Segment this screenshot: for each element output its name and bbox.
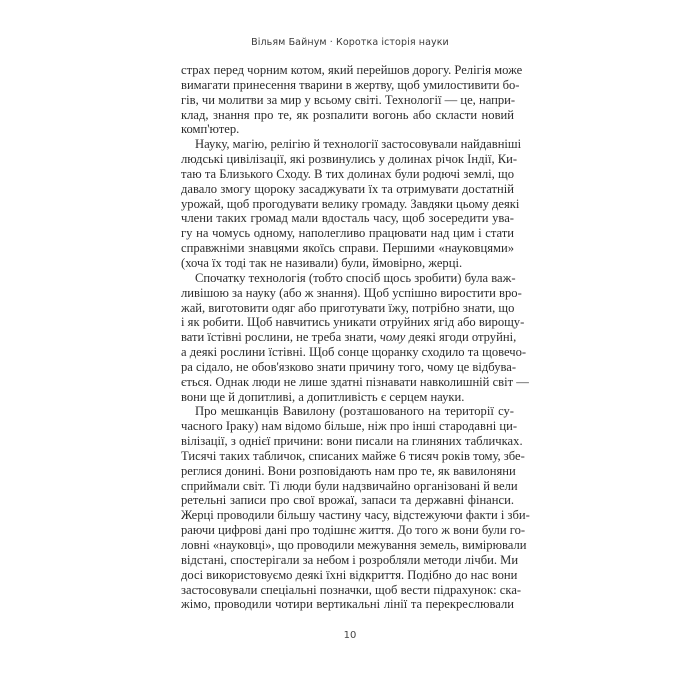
text-line: страх перед чорним котом, який перейшов дорогу. Релігія може xyxy=(181,63,523,77)
body-text xyxy=(181,63,530,612)
text-line: сприймали світ. Ті люди були надзвичайно організовані й вели xyxy=(181,478,518,493)
text-line: і як робити. Щоб навчитись уникати отруйних ягід або вирощу- xyxy=(181,315,525,330)
text-line: Тисячі таких табличок, списаних майже 6 тисяч років тому, збе- xyxy=(181,448,525,463)
text-line: Спочатку технологія (тобто спосіб щось зробити) була важ- xyxy=(195,270,516,285)
paragraph-3 xyxy=(181,270,529,405)
text-line: ретельні записи про свої врожаї, запаси та державні фінанси. xyxy=(181,493,514,508)
text-line: раючи цифрові дані про тодішнє життя. До того ж вони були го- xyxy=(181,523,526,538)
text-line: Науку, магію, релігію й технології застосовували найдавніші xyxy=(195,137,522,152)
text-line: вони ще й допитливі, а допитливість є серцем науки. xyxy=(181,389,465,404)
text-line: ловні «науковці», що проводили межування земель, вимірювали xyxy=(181,538,527,552)
text-line-with-italic: вати їстівні рослини, не треба знати, чому деякі ягоди отруйні, xyxy=(181,330,517,345)
text-line: ра сідало, не обов'язково знати причину того, чому це відбува- xyxy=(181,359,517,374)
text-line: комп'ютер. xyxy=(181,122,240,137)
text-line: ється. Однак люди не лише здатні пізнавати навколишній світ — xyxy=(181,374,529,389)
text-line: жімо, проводили чотири вертикальні лінії та перекреслювали xyxy=(181,597,514,612)
text-line: ливішою за науку (або ж знання). Щоб успішно виростити вро- xyxy=(181,285,522,300)
text-line: клад, знання про те, як розпалити вогонь або скласти новий xyxy=(181,107,514,122)
text-line: справжніми знавцями якоїсь справи. Першими «науковцями» xyxy=(181,241,514,256)
text-line: реглися донині. Вони розповідають нам про те, як вавилоняни xyxy=(181,463,516,478)
text-line: давало змогу щороку засаджувати їх та отримувати достатній xyxy=(181,181,514,196)
text-line: жай, виготовити одяг або приготувати їжу, потрібно знати, що xyxy=(181,300,515,315)
running-head: Вільям Байнум · Коротка історія науки xyxy=(251,37,449,48)
text-line: (хоча їх тоді так не називали) були, ймовірно, жерці. xyxy=(181,255,463,270)
text-line: вілізації, з однієї причини: вони писали на глиняних табличках. xyxy=(181,434,523,449)
text-line: а деякі рослини їстівні. Щоб сонце щоранку сходило та щовечо- xyxy=(181,345,527,360)
text-line: застосовували спеціальні позначки, щоб вести підрахунок: ска- xyxy=(181,582,522,597)
text-line: члени таких громад мали вдосталь часу, щоб зосередити ува- xyxy=(181,211,514,226)
text-line: досі використовуємо деякі їхні відкриття. Подібно до нас вони xyxy=(181,567,518,582)
text-line: урожай, щоб прогодувати велику громаду. Завдяки цьому деякі xyxy=(181,196,520,211)
text-line: гів, чи молитви за мир у всьому світі. Технології — це, напри- xyxy=(181,92,516,107)
italic-emphasis: чому xyxy=(379,330,406,345)
text-line: гу на чомусь одному, наполегливо працювати над цим і стати xyxy=(181,226,514,241)
text-line: Про мешканців Вавилону (розташованого на території су- xyxy=(195,404,514,419)
text-line: людські цивілізації, які розвинулись у долинах річок Індії, Ки- xyxy=(181,152,518,167)
paragraph-4 xyxy=(181,404,530,612)
paragraph-2 xyxy=(181,137,522,271)
text-line: відстані, спостерігали за небом і розробляли методи лічби. Ми xyxy=(181,552,519,567)
paragraph-1 xyxy=(181,63,523,137)
text-line: вимагати принесення тварини в жертву, щоб умилостивити бо- xyxy=(181,77,520,92)
text-line: таю та Близького Сходу. В тих долинах були родючі землі, що xyxy=(181,166,514,181)
page-number: 10 xyxy=(343,630,357,641)
text-line: часного Іраку) нам відомо більше, ніж про інші стародавні ци- xyxy=(181,419,518,434)
text-line: Жерці проводили більшу частину часу, відстежуючи факти і зби- xyxy=(181,508,530,523)
